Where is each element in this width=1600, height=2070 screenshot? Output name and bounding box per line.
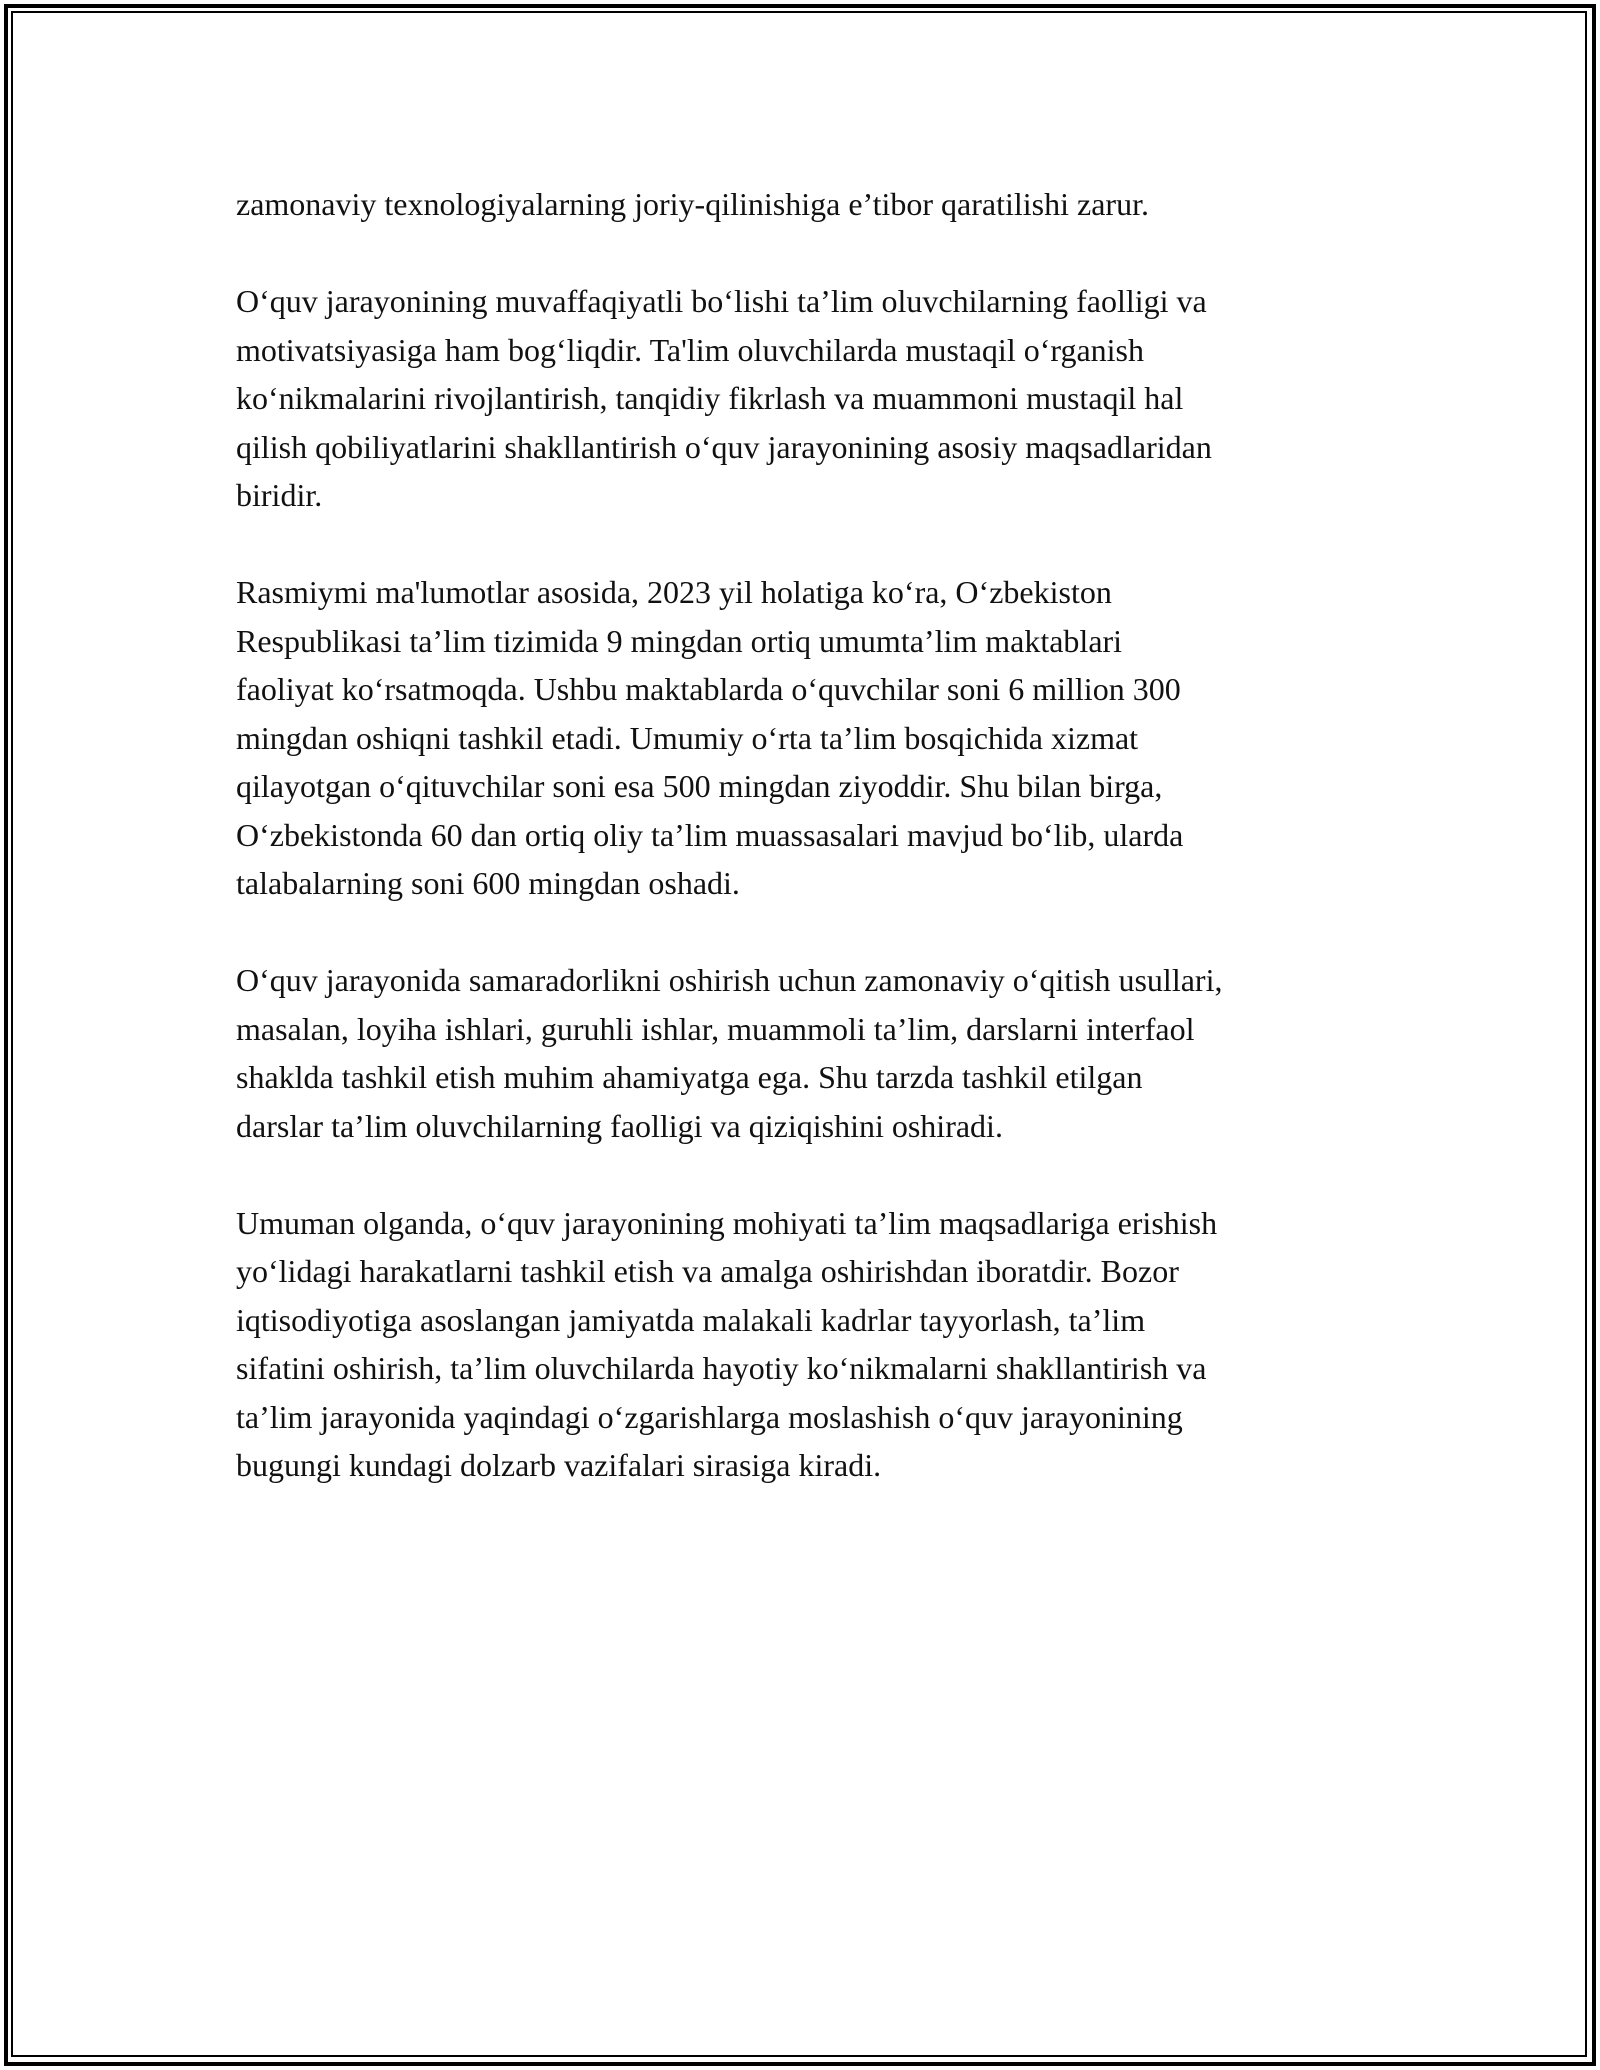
paragraph-1: zamonaviy texnologiyalarning joriy-qilinishiga e’tibor qaratilishi zarur. [236,186,1149,222]
document-body [236,180,1396,1538]
paragraph-3: Rasmiymi ma'lumotlar asosida, 2023 yil holatiga ko‘ra, O‘zbekiston Respublikasi ta’lim tizimida 9 mingdan ortiq umumta’lim maktablari faoliyat ko‘rsatmoqda. Ushbu maktablarda o‘quvchilar soni 6 million 300 mingdan oshiqni tashkil etadi. Umumiy o‘rta ta’lim bosqichida xizmat qilayotgan o‘qituvchilar soni esa 500 mingdan ziyoddir. Shu bilan birga, O‘zbekistonda 60 dan ortiq oliy ta’lim muassasalari mavjud bo‘lib, ularda talabalarning soni 600 mingdan oshadi. [236,574,1184,901]
paragraph-2: O‘quv jarayonining muvaffaqiyatli bo‘lishi ta’lim oluvchilarning faolligi va motivatsiyasiga ham bog‘liqdir. Ta'lim oluvchilarda mustaqil o‘rganish ko‘nikmalarini rivojlantirish, tanqidiy fikrlash va muammoni mustaqil hal qilish qobiliyatlarini shakllantirish o‘quv jarayonining asosiy maqsadlaridan biridir. [236,283,1212,513]
paragraph-5: Umuman olganda, o‘quv jarayonining mohiyati ta’lim maqsadlariga erishish yo‘lidagi harakatlarni tashkil etish va amalga oshirishdan iboratdir. Bozor iqtisodiyotiga asoslangan jamiyatda malakali kadrlar tayyorlash, ta’lim sifatini oshirish, ta’lim oluvchilarda hayotiy ko‘nikmalarni shakllantirish va ta’lim jarayonida yaqindagi o‘zgarishlarga moslashish o‘quv jarayonining bugungi kundagi dolzarb vazifalari sirasiga kiradi. [236,1204,1218,1483]
paragraph-4: O‘quv jarayonida samaradorlikni oshirish uchun zamonaviy o‘qitish usullari, masalan, loyiha ishlari, guruhli ishlar, muammoli ta’lim, darslarni interfaol shaklda tashkil etish muhim ahamiyatga ega. Shu tarzda tashkil etilgan darslar ta’lim oluvchilarning faolligi va qiziqishini oshiradi. [236,962,1223,1144]
